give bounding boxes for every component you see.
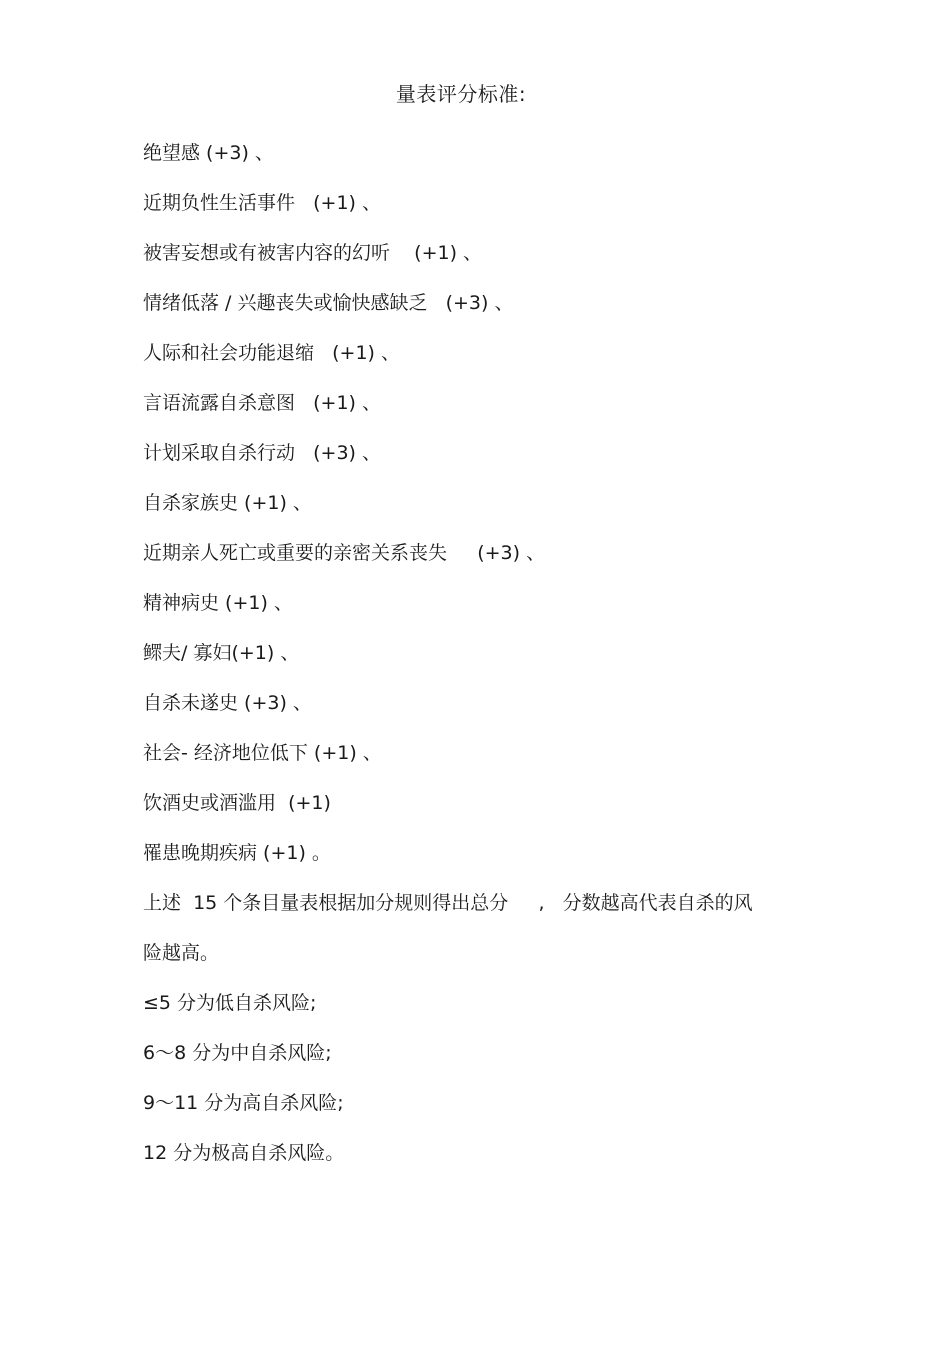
list-item: 近期亲人死亡或重要的亲密关系丧失 (+3) 、 <box>143 542 546 564</box>
list-item: 人际和社会功能退缩 (+1) 、 <box>143 342 400 364</box>
list-item: 饮酒史或酒滥用 (+1) <box>143 792 331 814</box>
summary-line-continued: 险越高。 <box>143 942 220 964</box>
list-item: 被害妄想或有被害内容的幻听 (+1) 、 <box>143 242 483 264</box>
list-item: 绝望感 (+3) 、 <box>143 142 274 164</box>
list-item: 计划采取自杀行动 (+3) 、 <box>143 442 381 464</box>
risk-level-medium: 6～8 分为中自杀风险; <box>143 1042 332 1064</box>
list-item: 社会- 经济地位低下 (+1) 、 <box>143 742 382 764</box>
risk-level-high: 9～11 分为高自杀风险; <box>143 1092 344 1114</box>
summary-line: 上述 15 个条目量表根据加分规则得出总分 , 分数越高代表自杀的风 <box>143 892 753 914</box>
list-item: 自杀未遂史 (+3) 、 <box>143 692 312 714</box>
list-item: 精神病史 (+1) 、 <box>143 592 293 614</box>
list-item: 自杀家族史 (+1) 、 <box>143 492 312 514</box>
list-item: 言语流露自杀意图 (+1) 、 <box>143 392 381 414</box>
page-title: 量表评分标准: <box>395 82 527 106</box>
list-item: 鳏夫/ 寡妇(+1) 、 <box>143 642 300 664</box>
list-item: 罹患晚期疾病 (+1) 。 <box>143 842 331 864</box>
scoring-criteria-list <box>143 128 803 1178</box>
risk-level-very-high: 12 分为极高自杀风险。 <box>143 1142 345 1164</box>
risk-level-low: ≤5 分为低自杀风险; <box>143 992 317 1014</box>
list-item: 近期负性生活事件 (+1) 、 <box>143 192 381 214</box>
list-item: 情绪低落 / 兴趣丧失或愉快感缺乏 (+3) 、 <box>143 292 514 314</box>
